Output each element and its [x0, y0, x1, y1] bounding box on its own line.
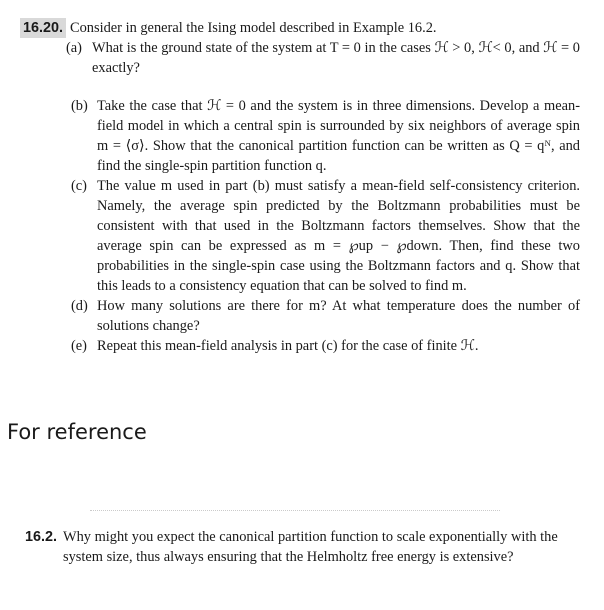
- part-label: (e): [71, 338, 87, 354]
- problem-16-20: [20, 18, 580, 356]
- part-text: How many solutions are there for m? At what temperature does the number of solutions change?: [97, 298, 580, 334]
- part-label: (c): [71, 178, 87, 194]
- part-d: [71, 296, 580, 336]
- part-c: [71, 176, 580, 296]
- reference-problem-number: 16.2.: [25, 529, 58, 545]
- part-text: Take the case that ℋ = 0 and the system is in three dimensions. Develop a mean-field model in which a central spin is surrounded by six neighbors of average spin m = ⟨σ⟩. Show that the canonical partition function can be written as Q = qᴺ, and find the single-spin partition function q.: [97, 98, 580, 174]
- cropped-text-edge: [90, 502, 500, 511]
- problem-number: 16.20.: [20, 18, 66, 38]
- part-text: The value m used in part (b) must satisfy a mean-field self-consistency criterion. Namely, the average spin predicted by the Boltzmann probabilities must be consistent with that used in the Boltzmann factors themselves. Show that the average spin can be expressed as m = ℘up − ℘down. Then, find these two probabilities in the single-spin case using the Boltzmann factors and q. Show that this leads to a consistency equation that can be solved to find m.: [97, 178, 580, 294]
- part-label: (b): [71, 98, 88, 114]
- part-a: [66, 38, 580, 78]
- reference-problem: [25, 527, 560, 567]
- problem-intro: Consider in general the Ising model described in Example 16.2.: [70, 20, 437, 36]
- problem-header: [20, 18, 580, 38]
- part-e: [71, 336, 580, 356]
- part-label: (d): [71, 298, 88, 314]
- reference-heading: For reference: [7, 420, 147, 444]
- part-b: [71, 96, 580, 176]
- reference-problem-text: Why might you expect the canonical partition function to scale exponentially with the system size, thus always ensuring that the Helmholtz free energy is extensive?: [63, 529, 558, 565]
- part-text: Repeat this mean-field analysis in part (c) for the case of finite ℋ.: [97, 338, 479, 354]
- part-label: (a): [66, 40, 82, 56]
- part-text: What is the ground state of the system at T = 0 in the cases ℋ > 0, ℋ< 0, and ℋ = 0 exactly?: [92, 40, 580, 76]
